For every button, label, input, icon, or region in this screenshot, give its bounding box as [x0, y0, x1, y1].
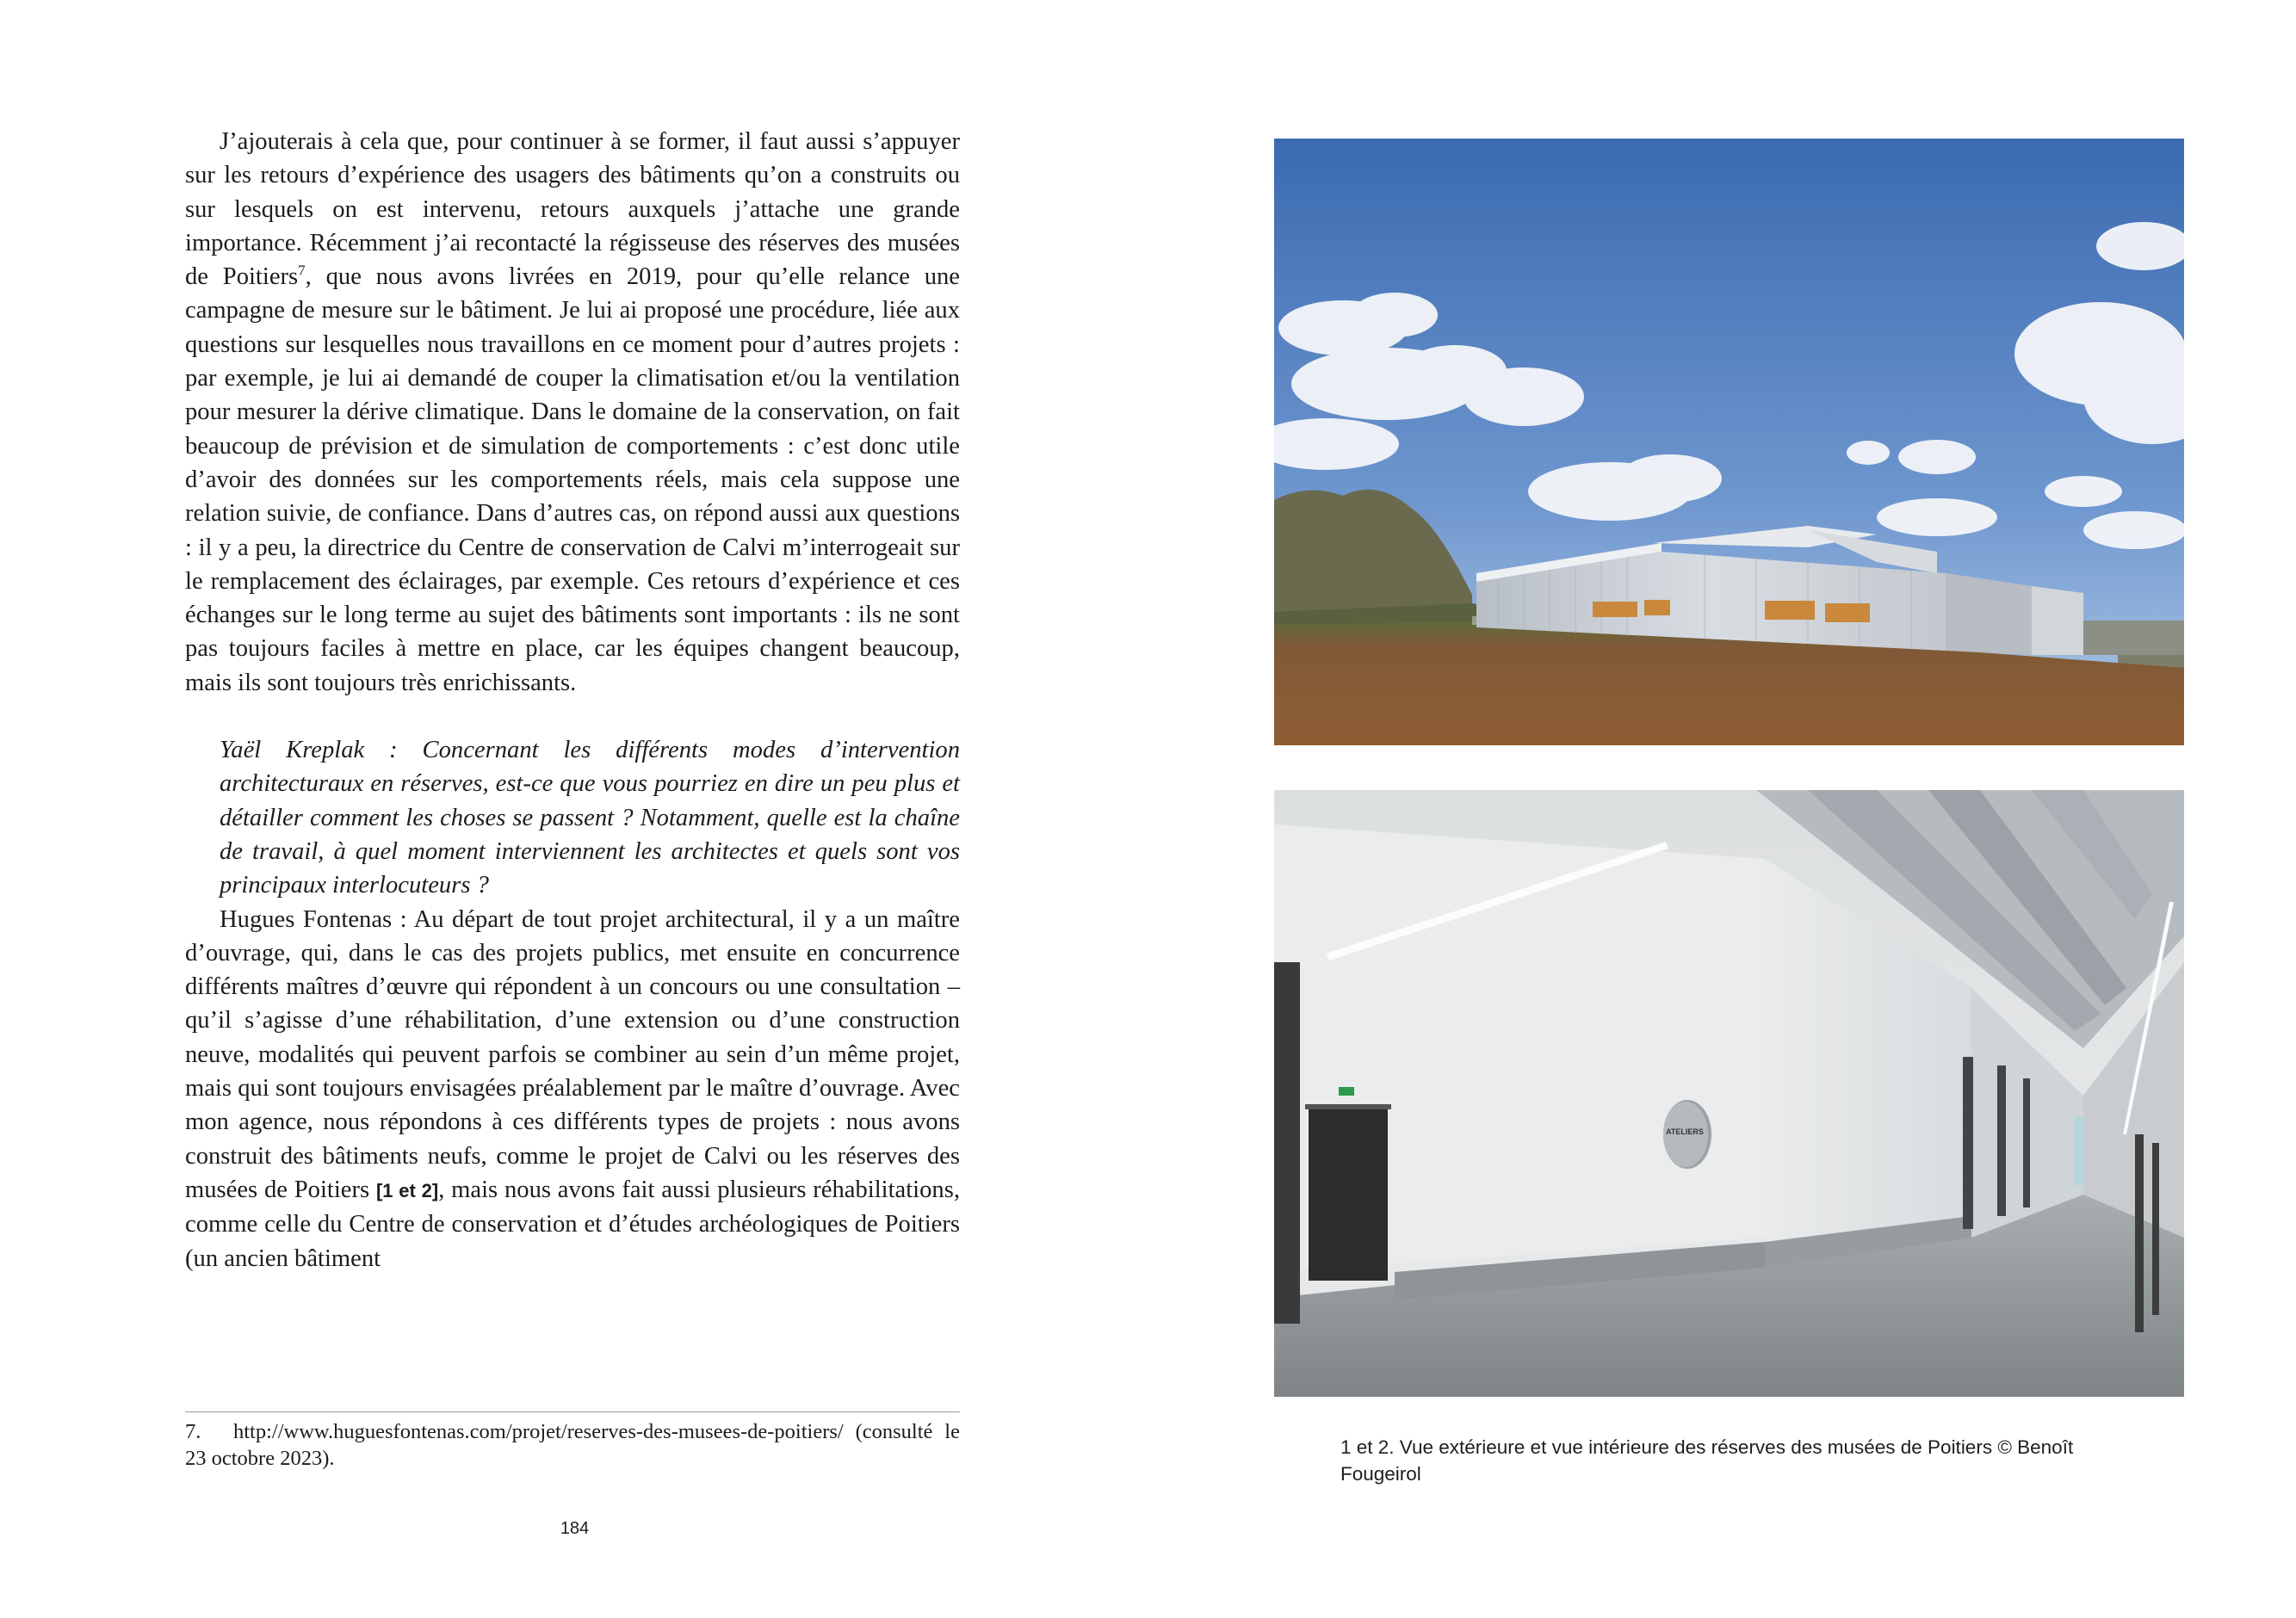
- main-text: [185, 125, 960, 1275]
- paragraph-text: , mais nous avons fait aussi plusieurs réhabilitations, comme celle du Centre de conservation et d’études archéologiques de Poitiers (un ancien bâtiment: [185, 1176, 960, 1272]
- exterior-photo: [1274, 139, 2184, 745]
- footnote-separator: [185, 1411, 960, 1412]
- footnote-text[interactable]: http://www.huguesfontenas.com/projet/reserves-des-musees-de-poitiers/ (consulté le 23 octobre 2023).: [185, 1420, 960, 1470]
- figure-reference[interactable]: [1 et 2]: [375, 1179, 439, 1201]
- footnote-reference[interactable]: 7: [298, 262, 306, 279]
- paragraph-text: J’ajouterais à cela que, pour continuer à se former, il faut aussi s’appuyer sur les retours d’expérience des usagers des bâtiments qu’on a construits ou sur lesquels on est intervenu, retours auxquels j’attache une grande importance. Récemment j’ai recontacté la régisseuse des réserves des musées de Poitiers: [185, 128, 960, 291]
- ateliers-sign: ATELIERS: [1666, 1127, 1704, 1136]
- paragraph-text: Hugues Fontenas : Au départ de tout projet architectural, il y a un maître d’ouvrage, qui, dans le cas des projets publics, met ensuite en concurrence différents maîtres d’œuvre qui répondent à un concours ou une consultation – qu’il s’agisse d’une réhabilitation, d’une extension ou d’une construction neuve, modalités qui peuvent parfois se combiner au sein d’un même projet, mais qui sont toujours envisagées préalablement par le maître d’ouvrage. Avec mon agence, nous répondons à ces différents types de projets : nous avons construit des bâtiments neufs, comme le projet de Calvi ou les réserves des musées de Poitiers: [185, 905, 960, 1203]
- paragraph-retours-experience: [185, 125, 960, 700]
- footnote: [185, 1418, 960, 1472]
- figure-caption: 1 et 2. Vue extérieure et vue intérieure des réserves des musées de Poitiers © Benoît Fougeirol: [1340, 1436, 2074, 1485]
- paragraph-reponse: [185, 903, 960, 1275]
- paragraph-text: , que nous avons livrées en 2019, pour qu’elle relance une campagne de mesure sur le bâtiment. Je lui ai proposé une procédure, liée aux questions sur lesquelles nous travaillons en ce moment pour d’autres projets : par exemple, je lui ai demandé de couper la climatisation et/ou la ventilation pour mesurer la dérive climatique. Dans le domaine de la conservation, on fait beaucoup de prévision et de simulation de comportements : c’est donc utile d’avoir des données sur les comportements réels, mais cela suppose une relation suivie, de confiance. Dans d’autres cas, on répond aussi aux questions : il y a peu, la directrice du Centre de conservation de Calvi m’interrogeait sur le remplacement des éclairages, par exemple. Ces retours d’expérience et ces échanges sur le long terme au sujet des bâtiments sont importants : ils ne sont pas toujours faciles à mettre en place, car les équipes changent beaucoup, mais ils sont toujours très enrichissants.: [185, 263, 960, 696]
- interview-question: Yaël Kreplak : Concernant les différents modes d’intervention architecturaux en réserves, est-ce que vous pourriez en dire un peu plus et détailler comment les choses se passent ? Notamment, quelle est la chaîne de travail, à quel moment interviennent les architectes et quels sont vos principaux interlocuteurs ?: [220, 737, 960, 899]
- interior-photo: [1274, 790, 2184, 1397]
- page-number: 184: [560, 1519, 590, 1538]
- footnote-number: 7.: [185, 1420, 201, 1443]
